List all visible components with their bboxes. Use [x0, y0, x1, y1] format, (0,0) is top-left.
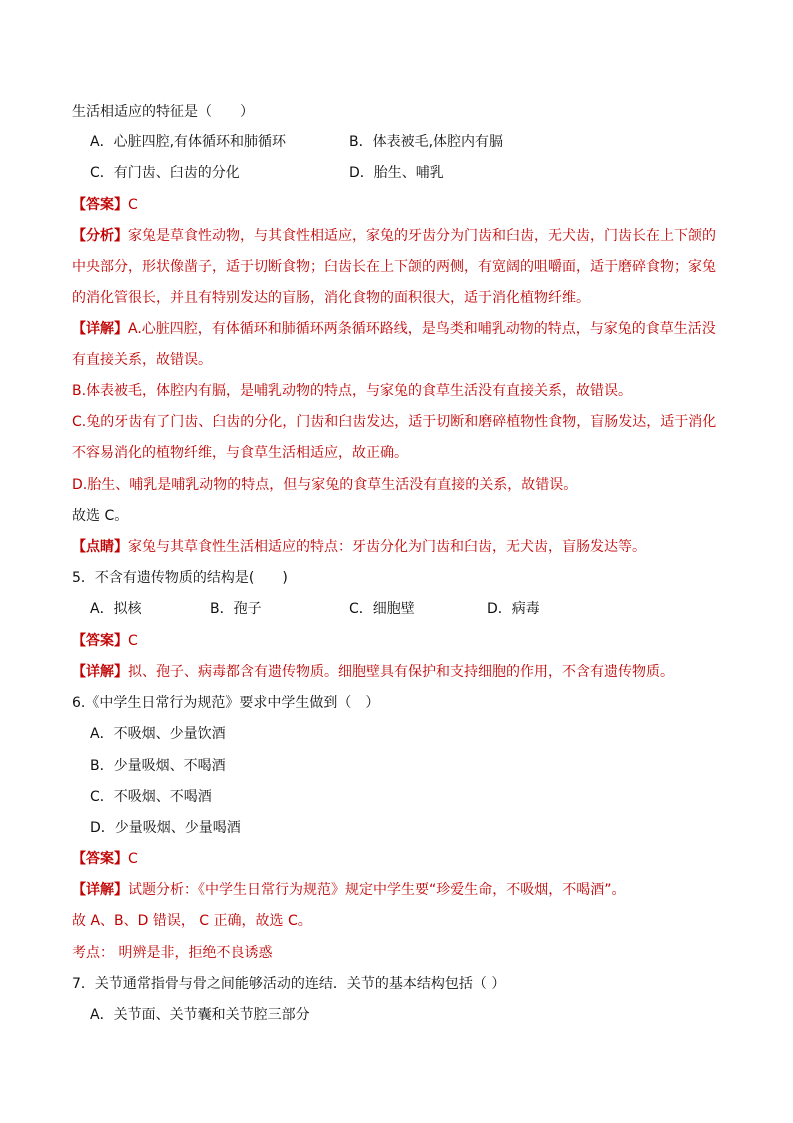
q5-option-d: D．病毒 — [487, 601, 540, 617]
q6-detail — [72, 880, 626, 900]
q4-analysis-line-1 — [72, 226, 716, 246]
q5-option-b: B．孢子 — [210, 601, 262, 617]
detail-text: 试题分析：《中学生日常行为规范》规定中学生要“珍爱生命，不吸烟，不喝酒”。 — [128, 882, 626, 898]
q4-answer — [72, 195, 138, 215]
q5-answer — [72, 631, 138, 651]
q4-detail-line-4: C.兔的牙齿有了门齿、臼齿的分化，门齿和臼齿发达，适于切断和磨碎植物性食物，盲肠发达，适于消化 — [72, 414, 717, 430]
q4-detail-line-6: D.胎生、哺乳是哺乳动物的特点，但与家兔的食草生活没有直接的关系，故错误。 — [72, 477, 578, 493]
q6-kaodian: 考点： 明辨是非，拒绝不良诱惑 — [72, 945, 273, 961]
comment-text: 家兔与其草食性生活相适应的特点：牙齿分化为门齿和臼齿，无犬齿，盲肠发达等。 — [128, 539, 646, 555]
answer-value: C — [128, 851, 138, 867]
q5-detail — [72, 662, 674, 682]
analysis-text: 家兔是草食性动物，与其食性相适应，家兔的牙齿分为门齿和臼齿，无犬齿，门齿长在上下颌的 — [128, 228, 716, 244]
q6-option-b: B．少量吸烟、不喝酒 — [90, 758, 226, 774]
answer-value: C — [128, 633, 138, 649]
detail-text: 拟、孢子、病毒都含有遗传物质。细胞壁具有保护和支持细胞的作用，不含有遗传物质。 — [128, 664, 674, 680]
q7-option-a: A．关节面、关节囊和关节腔三部分 — [90, 1007, 310, 1023]
q4-detail-line-2: 有直接关系，故错误。 — [72, 352, 212, 368]
q4-analysis-line-2: 中央部分，形状像凿子，适于切断食物；臼齿长在上下颌的两侧，有宽阔的咀嚼面，适于磨碎食物；家兔 — [72, 259, 716, 275]
answer-tag: 【答案】 — [72, 197, 128, 213]
q5-stem: 5．不含有遗传物质的结构是( ) — [72, 570, 288, 586]
detail-text: A.心脏四腔，有体循环和肺循环两条循环路线，是鸟类和哺乳动物的特点，与家兔的食草生活没 — [128, 321, 716, 337]
q4-comment — [72, 537, 646, 557]
q4-option-c: C．有门齿、臼齿的分化 — [90, 165, 240, 181]
q6-option-c: C．不吸烟、不喝酒 — [90, 789, 212, 805]
q6-stem: 6.《中学生日常行为规范》要求中学生做到（ ） — [72, 695, 380, 711]
q6-option-d: D．少量吸烟、少量喝酒 — [90, 820, 241, 836]
q7-stem: 7．关节通常指骨与骨之间能够活动的连结．关节的基本结构包括（ ） — [72, 976, 506, 992]
detail-tag: 【详解】 — [72, 664, 128, 680]
q4-detail-line-3: B.体表被毛，体腔内有膈，是哺乳动物的特点，与家兔的食草生活没有直接关系，故错误。 — [72, 383, 633, 399]
q4-analysis-line-3: 的消化管很长，并且有特别发达的盲肠，消化食物的面积很大，适于消化植物纤维。 — [72, 290, 590, 306]
comment-tag: 【点睛】 — [72, 539, 128, 555]
q4-detail-line-1 — [72, 319, 716, 339]
detail-tag: 【详解】 — [72, 321, 128, 337]
q4-detail-line-5: 不容易消化的植物纤维，与食草生活相适应，故正确。 — [72, 445, 408, 461]
q4-option-b: B．体表被毛,体腔内有膈 — [349, 134, 504, 150]
analysis-tag: 【分析】 — [72, 228, 128, 244]
q4-conclusion: 故选 C。 — [72, 508, 129, 524]
q6-answer — [72, 849, 138, 869]
q6-option-a: A．不吸烟、少量饮酒 — [90, 726, 226, 742]
q4-option-d: D．胎生、哺乳 — [349, 165, 444, 181]
answer-tag: 【答案】 — [72, 851, 128, 867]
q6-conclusion: 故 A、B、D 错误， C 正确，故选 C。 — [72, 913, 312, 929]
q5-option-a: A．拟核 — [90, 601, 142, 617]
q5-option-c: C．细胞壁 — [349, 601, 415, 617]
answer-value: C — [128, 197, 138, 213]
q4-option-a: A．心脏四腔,有体循环和肺循环 — [90, 134, 287, 150]
detail-tag: 【详解】 — [72, 882, 128, 898]
answer-tag: 【答案】 — [72, 633, 128, 649]
q4-stem: 生活相适应的特征是（ ） — [72, 104, 254, 120]
